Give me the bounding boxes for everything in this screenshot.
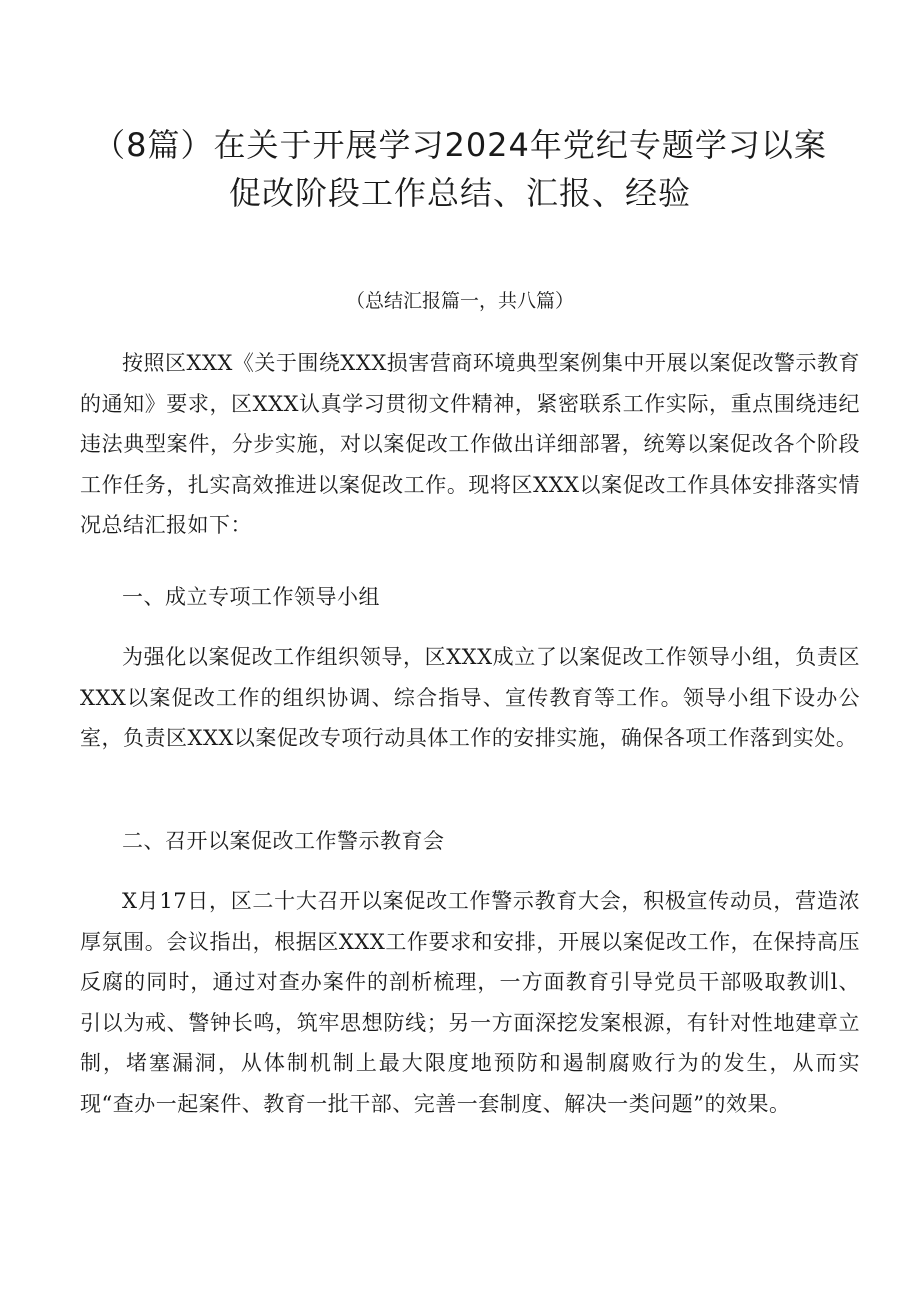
body-paragraph-section-1: 为强化以案促改工作组织领导，区XXX成立了以案促改工作领导小组，负责区XXX以案促改工作的组织协调、综合指导、宣传教育等工作。领导小组下设办公室，负责区XXX以案促改专项行动具体工作的安排实施，确保各项工作落到实处。: [80, 645, 860, 750]
document-title-line-1: （8篇）在关于开展学习2024年党纪专题学习以案: [93, 126, 827, 164]
section-heading-1: 一、成立专项工作领导小组: [122, 585, 380, 609]
body-paragraph-intro: 按照区XXX《关于围绕XXX损害营商环境典型案例集中开展以案促改警示教育的通知》要求，区XXX认真学习贯彻文件精神，紧密联系工作实际，重点围绕违纪违法典型案件，分步实施，对以案促改工作做出详细部署，统筹以案促改各个阶段工作任务，扎实高效推进以案促改工作。现将区XXX以案促改工作具体安排落实情况总结汇报如下：: [80, 351, 860, 537]
document-subtitle: （总结汇报篇一，共八篇）: [345, 290, 574, 312]
body-paragraph-section-2: X月17日，区二十大召开以案促改工作警示教育大会，积极宣传动员，营造浓厚氛围。会议指出，根据区XXX工作要求和安排，开展以案促改工作，在保持高压反腐的同时，通过对查办案件的剖析梳理，一方面教育引导党员干部吸取教训l、引以为戒、警钟长鸣，筑牢思想防线；另一方面深挖发案根源，有针对性地建章立制，堵塞漏洞，从体制机制上最大限度地预防和遏制腐败行为的发生，从而实现“查办一起案件、教育一批干部、完善一套制度、解决一类问题”的效果。: [80, 889, 860, 1116]
document-title-line-2: 促改阶段工作总结、汇报、经验: [228, 174, 691, 212]
section-heading-2: 二、召开以案促改工作警示教育会: [122, 829, 445, 853]
